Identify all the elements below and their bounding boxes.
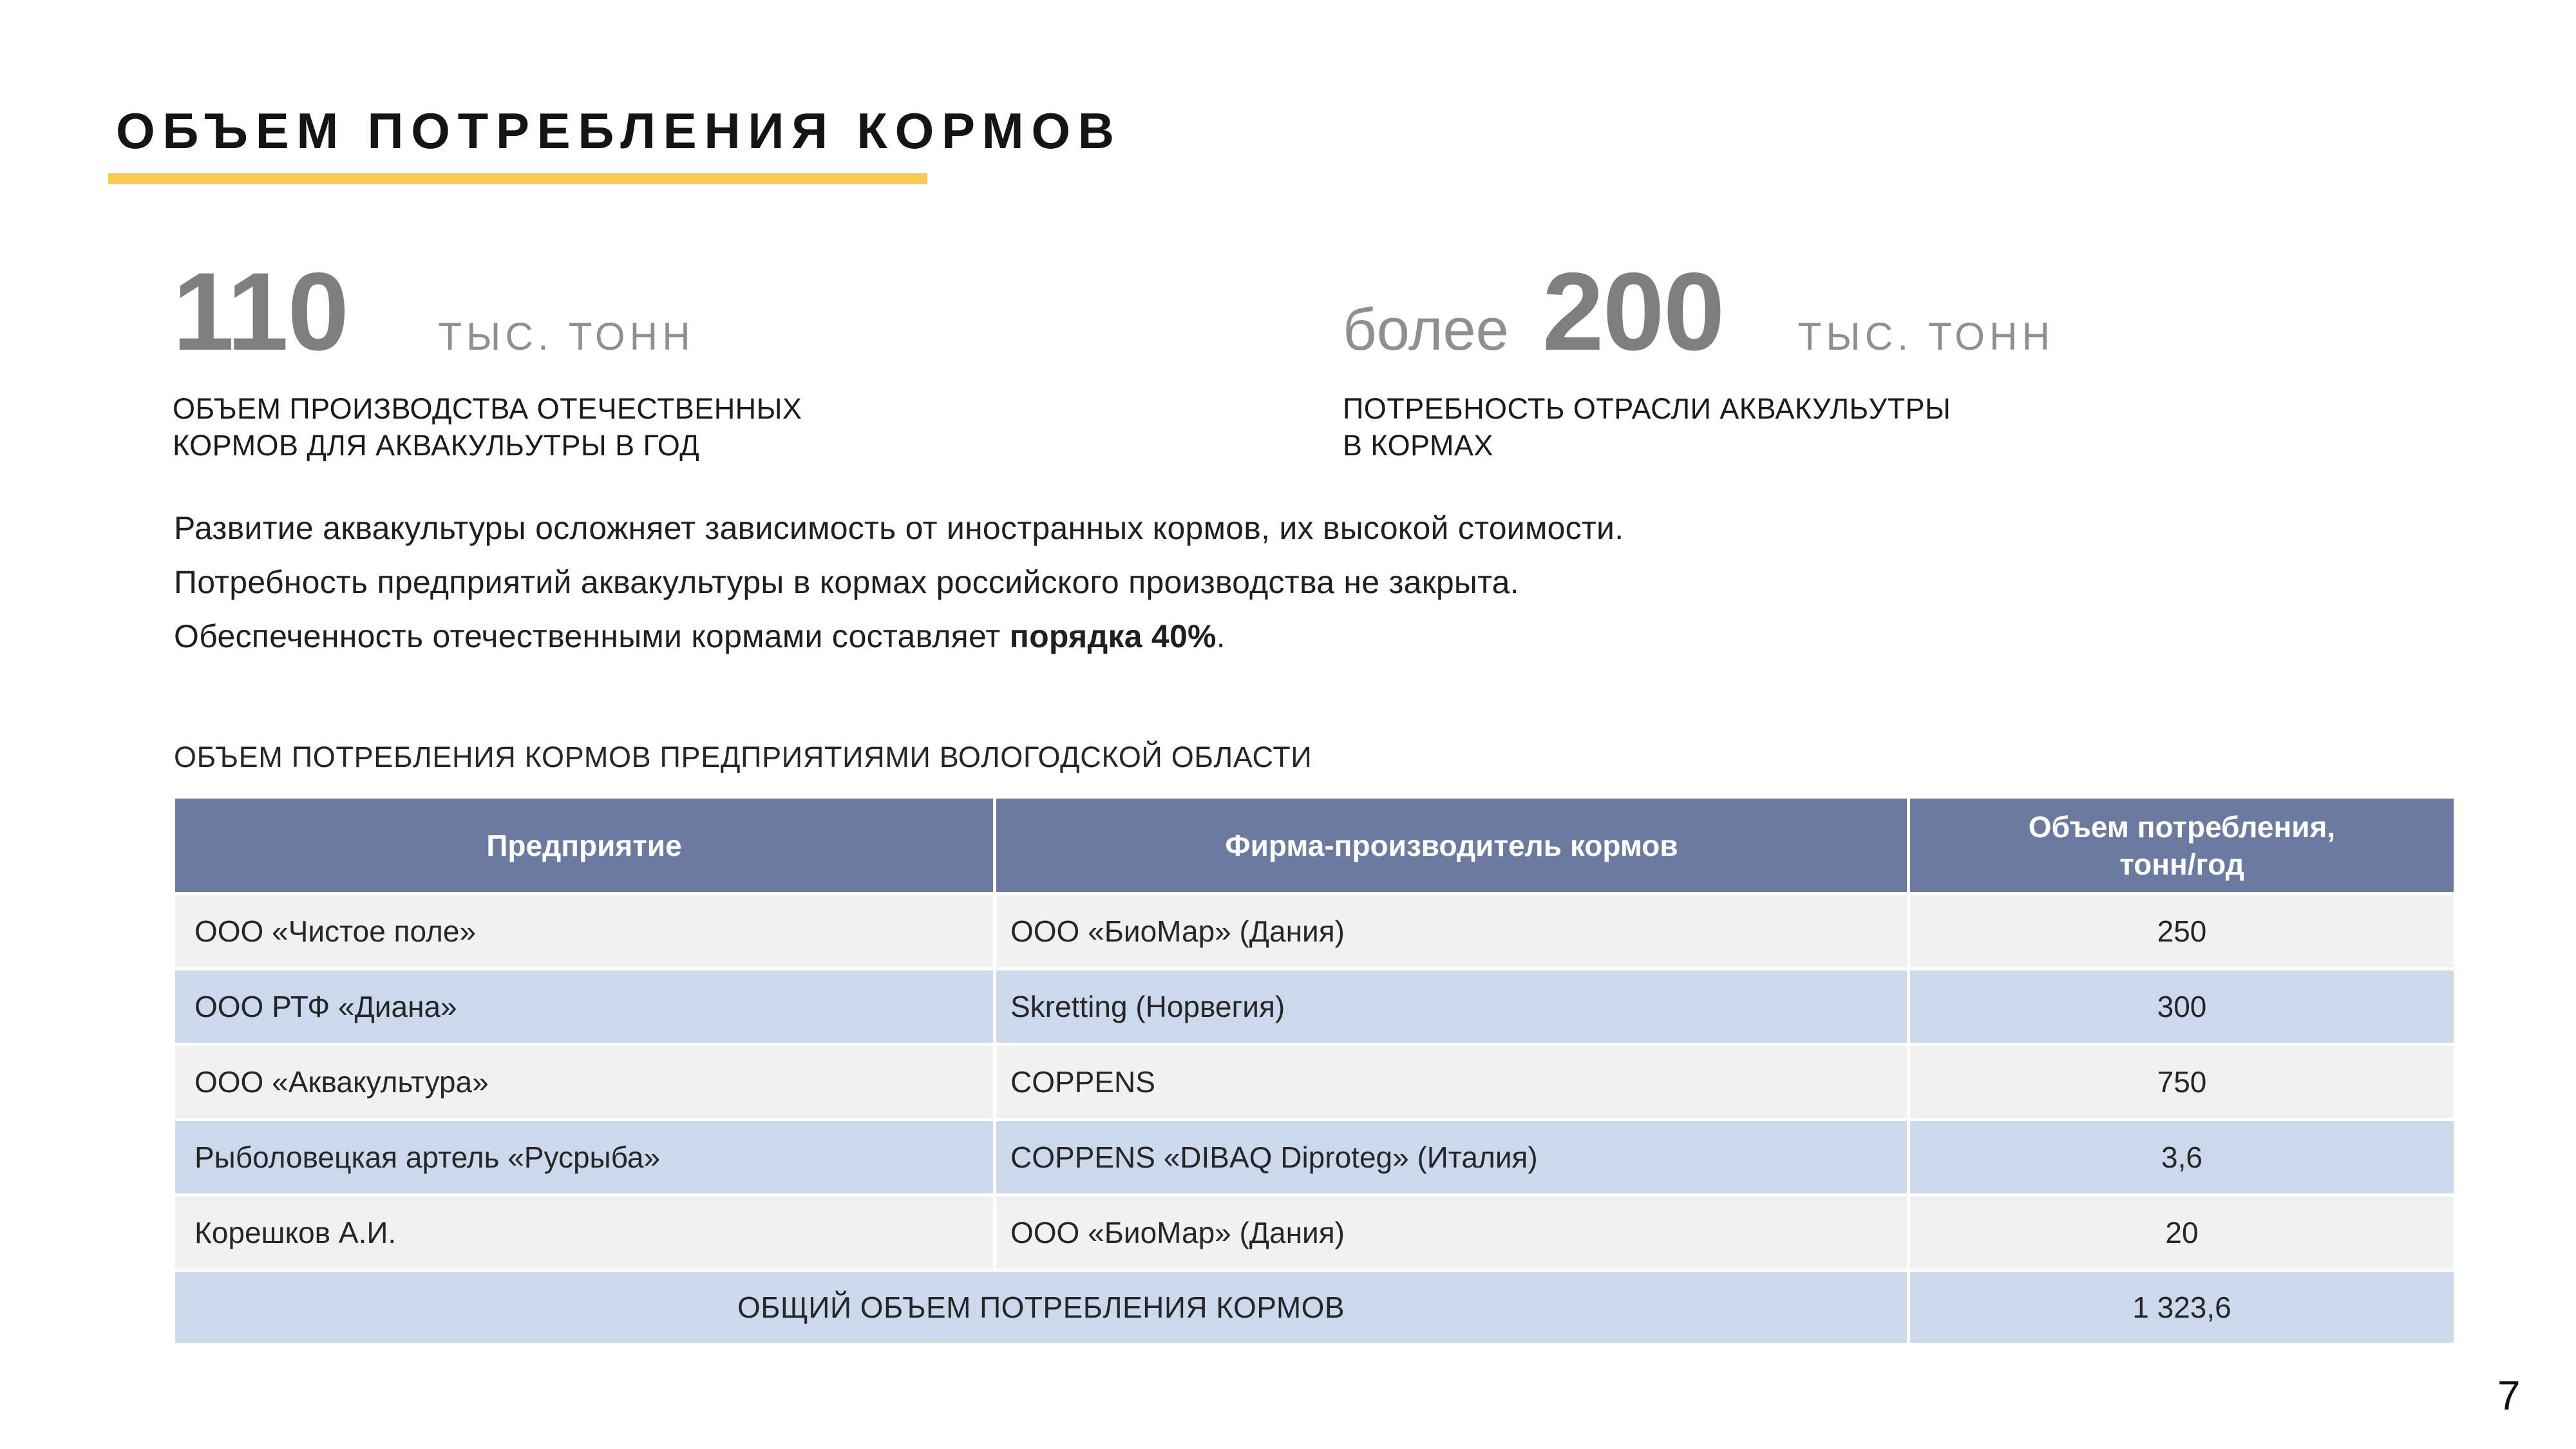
body-paragraph xyxy=(174,501,1624,663)
total-label: ОБЩИЙ ОБЪЕМ ПОТРЕБЛЕНИЯ КОРМОВ xyxy=(175,1272,1907,1343)
stat-caption-line: ПОТРЕБНОСТЬ ОТРАСЛИ АКВАКУЛЬУТРЫ xyxy=(1343,392,1951,425)
cell-volume: 300 xyxy=(1910,971,2454,1043)
stat-prefix: более xyxy=(1343,297,1509,363)
cell-company: ООО РТФ «Диана» xyxy=(175,971,993,1043)
cell-volume: 750 xyxy=(1910,1046,2454,1118)
cell-volume: 3,6 xyxy=(1910,1121,2454,1193)
stat-caption-line: ОБЪЕМ ПРОИЗВОДСТВА ОТЕЧЕСТВЕННЫХ xyxy=(173,392,802,425)
table-row xyxy=(175,971,2454,1043)
cell-company: Корешков А.И. xyxy=(175,1197,993,1269)
cell-company: ООО «Аквакультура» xyxy=(175,1046,993,1118)
paragraph-text: Обеспеченность отечественными кормами составляет xyxy=(174,618,1010,654)
table-row xyxy=(175,1121,2454,1193)
cell-producer: ООО «БиоМар» (Дания) xyxy=(996,895,1907,967)
table-header-row xyxy=(175,799,2454,892)
page-title: ОБЪЕМ ПОТРЕБЛЕНИЯ КОРМОВ xyxy=(116,102,1122,159)
stat-unit: ТЫС. ТОНН xyxy=(1797,315,2055,358)
table-caption: ОБЪЕМ ПОТРЕБЛЕНИЯ КОРМОВ ПРЕДПРИЯТИЯМИ ВОЛОГОДСКОЙ ОБЛАСТИ xyxy=(174,741,1312,773)
stat-unit: ТЫС. ТОНН xyxy=(438,315,695,358)
paragraph-bold-text: порядка 40% xyxy=(1009,618,1217,654)
cell-producer: ООО «БиоМар» (Дания) xyxy=(996,1197,1907,1269)
total-value: 1 323,6 xyxy=(1910,1272,2454,1343)
column-header-volume-line: тонн/год xyxy=(2119,847,2244,881)
table-row xyxy=(175,895,2454,967)
table-total-row xyxy=(175,1272,2454,1343)
feed-consumption-table xyxy=(175,799,2454,1346)
paragraph-text: . xyxy=(1216,618,1226,654)
cell-producer: Skretting (Норвегия) xyxy=(996,971,1907,1043)
column-header-company: Предприятие xyxy=(175,799,993,892)
stat-caption xyxy=(1343,390,2054,464)
paragraph-line: Потребность предприятий аквакультуры в кормах российского производства не закрыта. xyxy=(174,564,1519,600)
stat-value: 110 xyxy=(173,250,348,374)
stat-domestic-feed-production xyxy=(173,250,802,464)
cell-producer: COPPENS «DIBAQ Diproteg» (Италия) xyxy=(996,1121,1907,1193)
stat-value: 200 xyxy=(1542,250,1724,374)
cell-volume: 250 xyxy=(1910,895,2454,967)
stat-number-row xyxy=(173,250,802,374)
cell-volume: 20 xyxy=(1910,1197,2454,1269)
column-header-volume-line: Объем потребления, xyxy=(2028,810,2336,844)
paragraph-line xyxy=(174,609,1624,663)
page-number: 7 xyxy=(2497,1372,2521,1419)
stat-caption xyxy=(173,390,802,464)
paragraph-line: Развитие аквакультуры осложняет зависимость от иностранных кормов, их высокой стоимости. xyxy=(174,510,1624,546)
cell-producer: COPPENS xyxy=(996,1046,1907,1118)
stat-caption-line: КОРМОВ ДЛЯ АКВАКУЛЬУТРЫ В ГОД xyxy=(173,429,700,462)
column-header-producer: Фирма-производитель кормов xyxy=(996,799,1907,892)
table-row xyxy=(175,1197,2454,1269)
cell-company: ООО «Чистое поле» xyxy=(175,895,993,967)
stat-number-row xyxy=(1343,250,2055,374)
title-underline-accent xyxy=(108,173,927,184)
stat-caption-line: В КОРМАХ xyxy=(1343,429,1493,462)
cell-company: Рыболовецкая артель «Русрыба» xyxy=(175,1121,993,1193)
table-row xyxy=(175,1046,2454,1118)
stat-industry-feed-need xyxy=(1343,250,2055,464)
column-header-volume xyxy=(1910,799,2454,892)
